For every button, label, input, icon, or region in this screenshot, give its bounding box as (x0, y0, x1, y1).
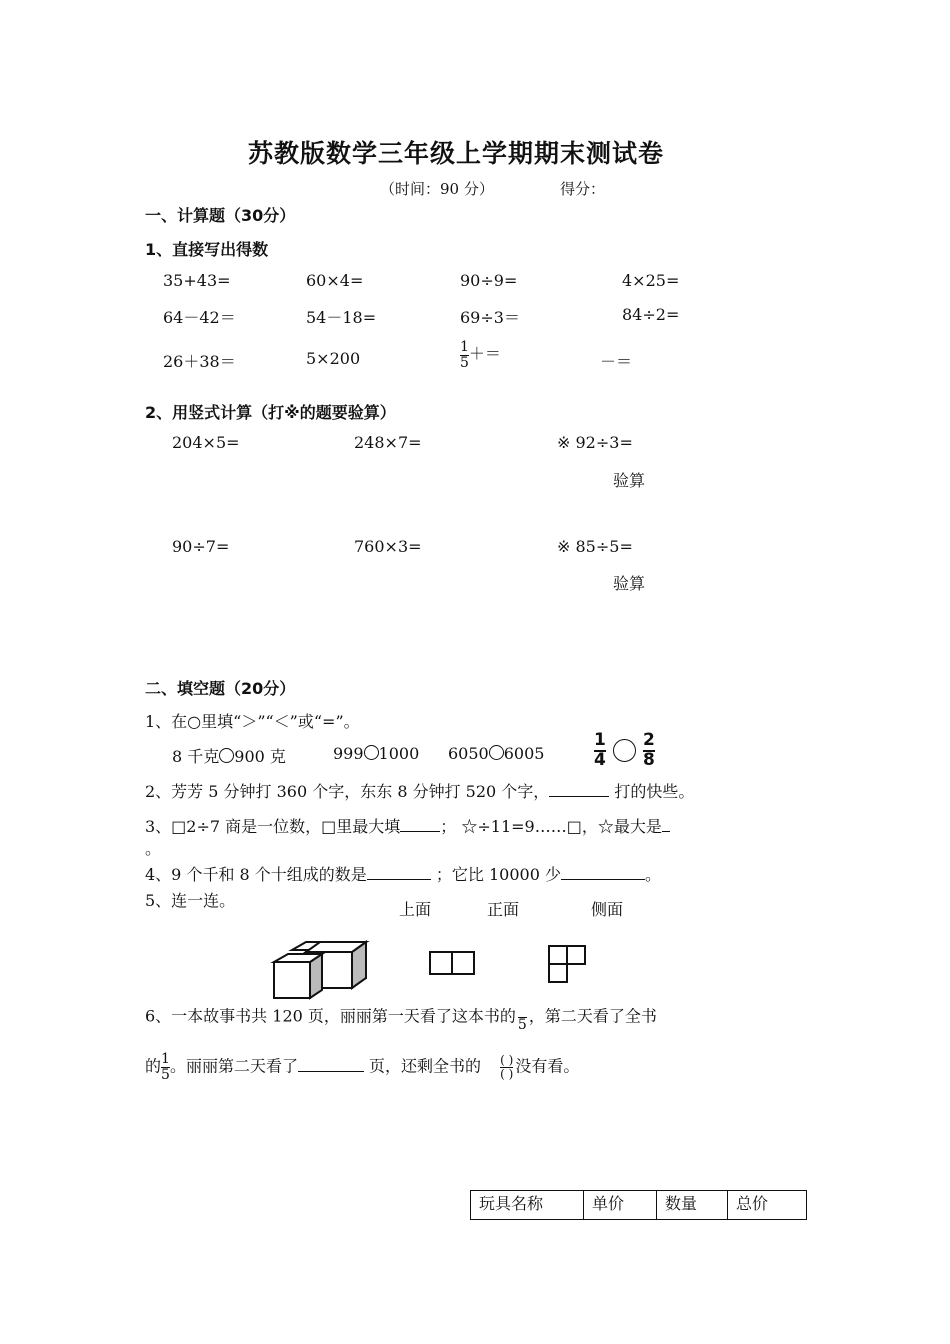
q3: 3、□2÷7 商是一位数，□里最大填 ； ☆÷11=9……□，☆最大是 (145, 814, 670, 837)
score-label: 得分： (560, 180, 606, 198)
answer-blank[interactable] (549, 782, 609, 797)
answer-blank[interactable] (400, 817, 440, 832)
check-label: 验算 (613, 471, 646, 490)
compare-circle (219, 748, 234, 763)
mental-math-item: 26＋38＝ (163, 352, 236, 371)
mental-math-item: 4×25= (622, 271, 680, 290)
q4: 4、9 个千和 8 个十组成的数是 ；它比 10000 少 。 (145, 865, 661, 884)
table-header-cell: 玩具名称 (471, 1191, 584, 1220)
view-label-front: 正面 (487, 900, 520, 919)
q1-comparison-b: 999 1000 (333, 744, 420, 763)
compare-circle (613, 739, 636, 762)
q1-comparison-a: 8 千克 900 克 (172, 747, 286, 766)
mental-math-fraction-item: $\frac{1}{5}$ ＋＝ (460, 339, 501, 371)
mental-math-item: 54－18= (306, 308, 377, 327)
vertical-calc-item: 760×3= (354, 537, 422, 556)
cube-figure (270, 938, 370, 1002)
mental-math-item: 5×200 (306, 349, 361, 368)
mental-math-item: 90÷9= (460, 271, 518, 290)
part1-heading: 1、直接写出得数 (145, 240, 269, 259)
q6-line2: 的 $\frac{1}{5}$ 。丽丽第二天看了 页，还剩全书的 $\frac{( )}{( )}$ 没有看。 (145, 1051, 580, 1083)
page-title: 苏教版数学三年级上学期期末测试卷 (248, 139, 665, 168)
mental-math-item: －＝ (600, 352, 633, 371)
q2: 2、芳芳 5 分钟打 360 个字，东东 8 分钟打 520 个字， 打的快些。 (145, 782, 695, 801)
time-limit: （时间：90 分） (380, 180, 494, 198)
q3-end: 。 (145, 839, 162, 858)
vertical-calc-item: 204×5= (172, 433, 240, 452)
table-row (471, 1191, 807, 1220)
mental-math-item: 35+43= (163, 271, 231, 290)
answer-blank[interactable] (298, 1057, 364, 1072)
view-label-top: 上面 (399, 900, 432, 919)
q1-comparison-c: 6050 6005 (448, 744, 545, 763)
mental-math-item: 64－42＝ (163, 308, 236, 327)
mental-math-item: 60×4= (306, 271, 364, 290)
vertical-calc-item: 90÷7= (172, 537, 230, 556)
q1-text: 1、在○里填“＞”“＜”或“=”。 (145, 712, 360, 731)
side-view-shape (547, 944, 589, 984)
section-fill-heading: 二、填空题（20分） (145, 679, 296, 698)
q1-fraction-compare: $\frac{1}{4}$ $\frac{2}{8}$ (594, 730, 655, 770)
answer-blank[interactable] (367, 865, 431, 880)
answer-blank[interactable] (561, 865, 645, 880)
check-label: 验算 (613, 574, 646, 593)
q6-line1: 6、一本故事书共 120 页，丽丽第一天看了这本书的 5 ，第二天看了全书 (145, 1006, 657, 1033)
table-header-cell: 总价 (728, 1191, 807, 1220)
q5-text: 5、连一连。 (145, 891, 236, 910)
top-view-shape (428, 950, 476, 976)
mental-math-item: 69÷3＝ (460, 308, 520, 327)
part2-heading: 2、用竖式计算（打※的题要验算） (145, 403, 396, 422)
vertical-calc-item: ※ 92÷3= (557, 433, 633, 452)
mental-math-item: 84÷2= (622, 305, 680, 324)
vertical-calc-item: ※ 85÷5= (557, 537, 633, 556)
table-header-cell: 单价 (584, 1191, 657, 1220)
answer-blank[interactable] (662, 817, 670, 832)
section-calc-heading: 一、计算题（30分） (145, 206, 296, 225)
compare-circle (489, 745, 504, 760)
compare-circle (364, 745, 379, 760)
fraction-answer-blank[interactable]: $\frac{( )}{( )}$ (500, 1053, 514, 1081)
vertical-calc-item: 248×7= (354, 433, 422, 452)
table-header-cell: 数量 (657, 1191, 728, 1220)
toy-price-table (470, 1190, 807, 1220)
view-label-side: 侧面 (591, 900, 624, 919)
